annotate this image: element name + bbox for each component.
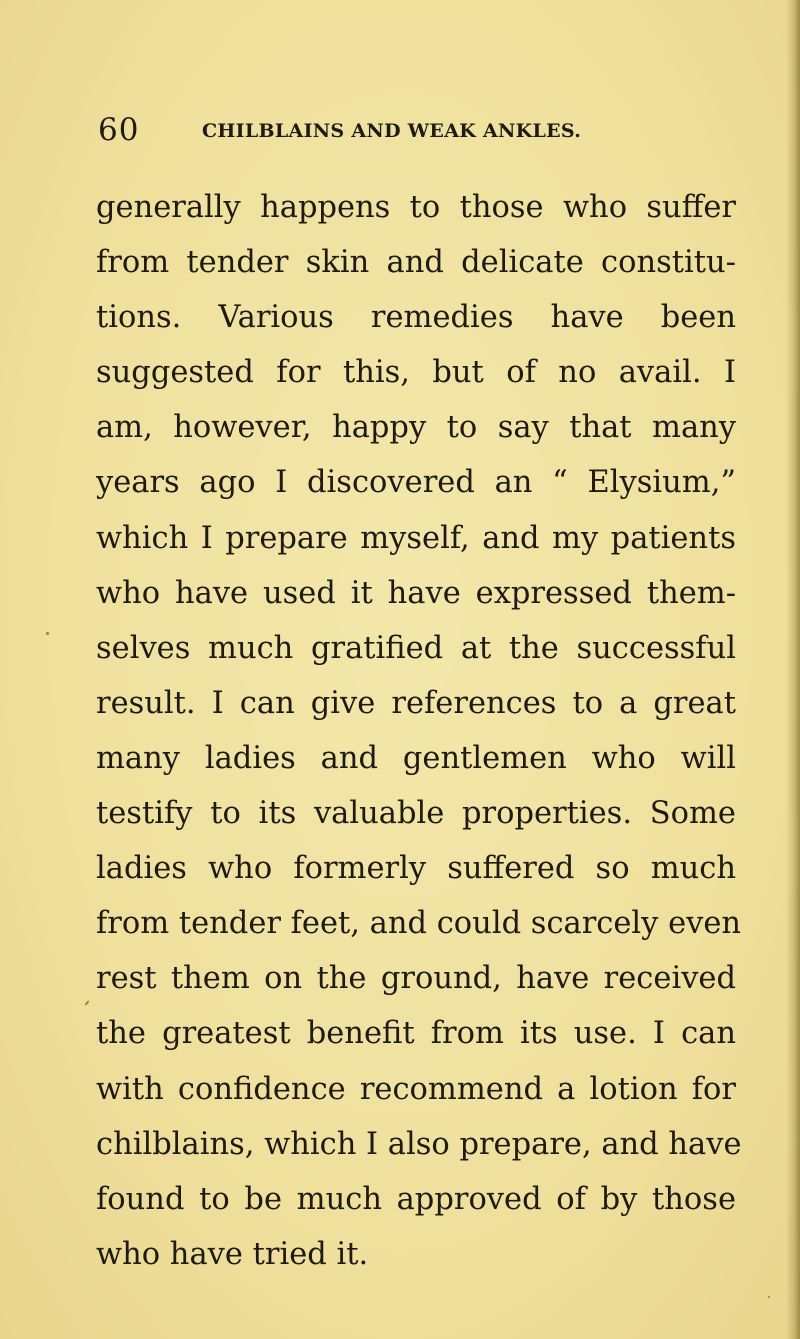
text-line: chilblains, which I also prepare, and have <box>96 1126 742 1162</box>
text-line: from tender feet, and could scarcely even <box>96 906 742 942</box>
text-line: found to be much approved of by those <box>96 1181 736 1217</box>
body-text <box>96 180 742 1282</box>
text-line: result. I can give references to a great <box>96 685 736 721</box>
running-head: CHILBLAINS AND WEAK ANKLES. <box>202 120 582 142</box>
text-line: years ago I discovered an “ Elysium,” <box>96 465 736 501</box>
paper-speck <box>84 1000 89 1006</box>
text-line: with confidence recommend a lotion for <box>96 1071 736 1107</box>
text-line: tions. Various remedies have been <box>96 300 736 336</box>
text-line: testify to its valuable properties. Some <box>96 796 736 832</box>
text-line: the greatest benefit from its use. I can <box>96 1016 736 1052</box>
paper-speck <box>768 1296 770 1298</box>
page-header <box>98 108 738 152</box>
text-line: who have tried it. <box>96 1236 369 1272</box>
page-edge-shadow <box>786 0 800 1339</box>
text-line: suggested for this, but of no avail. I <box>96 355 736 391</box>
text-line: from tender skin and delicate constitu- <box>96 245 736 281</box>
text-line: which I prepare myself, and my patients <box>96 520 736 556</box>
text-line: ladies who formerly suffered so much <box>96 851 736 887</box>
page-number: 60 <box>98 112 140 148</box>
text-line: who have used it have expressed them- <box>96 575 736 611</box>
paper-speck <box>46 632 49 635</box>
text-line: am, however, happy to say that many <box>96 410 736 446</box>
text-line: selves much gratified at the successful <box>96 630 736 666</box>
text-line: generally happens to those who suffer <box>96 190 736 225</box>
text-line: rest them on the ground, have received <box>96 961 736 997</box>
text-line: many ladies and gentlemen who will <box>96 740 736 776</box>
